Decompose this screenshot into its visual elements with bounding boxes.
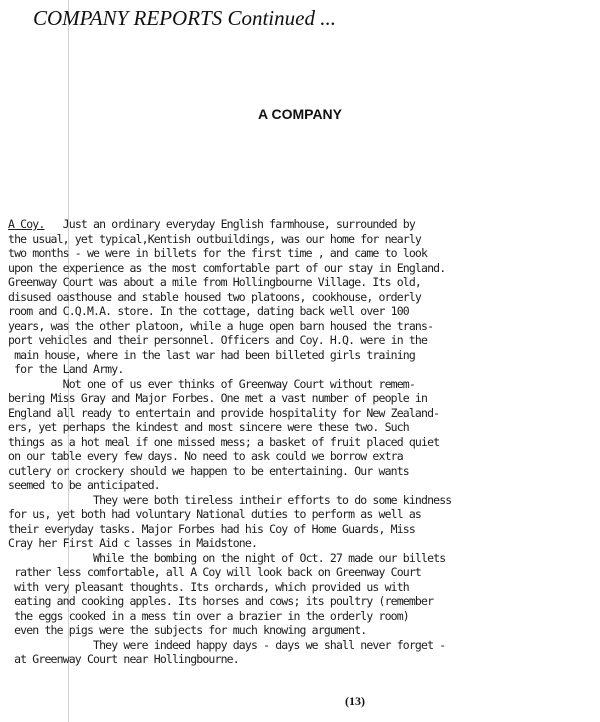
text-line: [8, 609, 600, 624]
text-line: [8, 536, 600, 551]
page-number: (13): [345, 694, 365, 708]
line-text: on our table every few days. No need to ask could we borrow extra: [8, 449, 403, 463]
text-line: [8, 449, 600, 464]
line-text: disused oasthouse and stable housed two platoons, cookhouse, orderly: [8, 289, 422, 304]
text-line: [8, 275, 600, 290]
line-text: Cray her First Aid c lasses in Maidstone.: [8, 536, 258, 550]
text-line: [8, 522, 600, 537]
line-text: Not one of us ever thinks of Greenway Court without remem-: [8, 376, 415, 391]
text-line: [8, 348, 600, 363]
text-line: [8, 420, 600, 435]
line-text: eating and cooking apples. Its horses and cows; its poultry (remember: [8, 594, 434, 608]
text-line: [8, 507, 600, 522]
line-text: for us, yet both had voluntary National duties to perform as well as: [8, 507, 422, 521]
line-text: their everyday tasks. Major Forbes had his Coy of Home Guards, Miss: [8, 521, 415, 536]
text-line: [8, 232, 600, 247]
text-line: [8, 652, 600, 667]
line-text: They were indeed happy days - days we shall never forget -: [8, 637, 446, 652]
text-line: [8, 464, 600, 479]
line-text: the eggs cooked in a mess tin over a brazier in the orderly room): [8, 608, 409, 623]
line-text: things as a hot meal if one missed mess; a basket of fruit placed quiet: [8, 434, 440, 449]
text-line: [8, 304, 600, 319]
line-text: room and C.Q.M.A. store. In the cottage, dating back well over 100: [8, 304, 409, 318]
line-text: ers, yet perhaps the kindest and most sincere were these two. Such: [8, 420, 409, 434]
section-title: A COMPANY: [258, 106, 342, 122]
line-text: with very pleasant thoughts. Its orchards, which provided us with: [8, 579, 409, 594]
report-body: [8, 217, 600, 667]
text-line: [8, 594, 600, 609]
line-text: seemed to be anticipated.: [8, 478, 160, 492]
text-line: [8, 290, 600, 305]
line-text: bering Miss Gray and Major Forbes. One met a vast number of people in: [8, 391, 428, 405]
text-line: [8, 333, 600, 348]
text-line: [8, 217, 600, 232]
line-text: even the pigs were the subjects for much knowing argument.: [8, 623, 367, 637]
text-line: [8, 391, 600, 406]
text-line: [8, 362, 600, 377]
lead-label: A Coy.: [8, 217, 45, 231]
text-line: [8, 435, 600, 450]
text-line: [8, 319, 600, 334]
line-text: upon the experience as the most comfortable part of our stay in England.: [8, 260, 446, 275]
line-text: They were both tireless intheir efforts to do some kindness: [8, 492, 452, 507]
text-line: [8, 623, 600, 638]
line-text: Just an ordinary everyday English farmhouse, surrounded by: [44, 217, 415, 231]
text-line: [8, 246, 600, 261]
running-head: COMPANY REPORTS Continued ...: [33, 6, 336, 30]
line-text: England all ready to entertain and provide hospitality for New Zealand-: [8, 405, 440, 420]
text-line: [8, 493, 600, 508]
line-text: two months - we were in billets for the first time , and came to look: [8, 246, 428, 260]
line-text: Greenway Court was about a mile from Hollingbourne Village. Its old,: [8, 275, 422, 289]
text-line: [8, 565, 600, 580]
text-line: [8, 478, 600, 493]
line-text: main house, where in the last war had been billeted girls training: [8, 347, 415, 362]
line-text: cutlery or crockery should we happen to be entertaining. Our wants: [8, 463, 409, 478]
text-line: [8, 580, 600, 595]
line-text: for the Land Army.: [8, 362, 124, 376]
text-line: [8, 406, 600, 421]
line-text: at Greenway Court near Hollingbourne.: [8, 652, 239, 666]
text-line: [8, 377, 600, 392]
line-text: years, was the other platoon, while a huge open barn housed the trans-: [8, 318, 434, 333]
text-line: [8, 551, 600, 566]
line-text: the usual, yet typical,Kentish outbuildings, was our home for nearly: [8, 231, 422, 246]
text-line: [8, 638, 600, 653]
line-text: rather less comfortable, all A Coy will look back on Greenway Court: [8, 565, 422, 579]
line-text: While the bombing on the night of Oct. 27 made our billets: [8, 550, 446, 565]
text-line: [8, 261, 600, 276]
line-text: port vehicles and their personnel. Officers and Coy. H.Q. were in the: [8, 333, 428, 347]
